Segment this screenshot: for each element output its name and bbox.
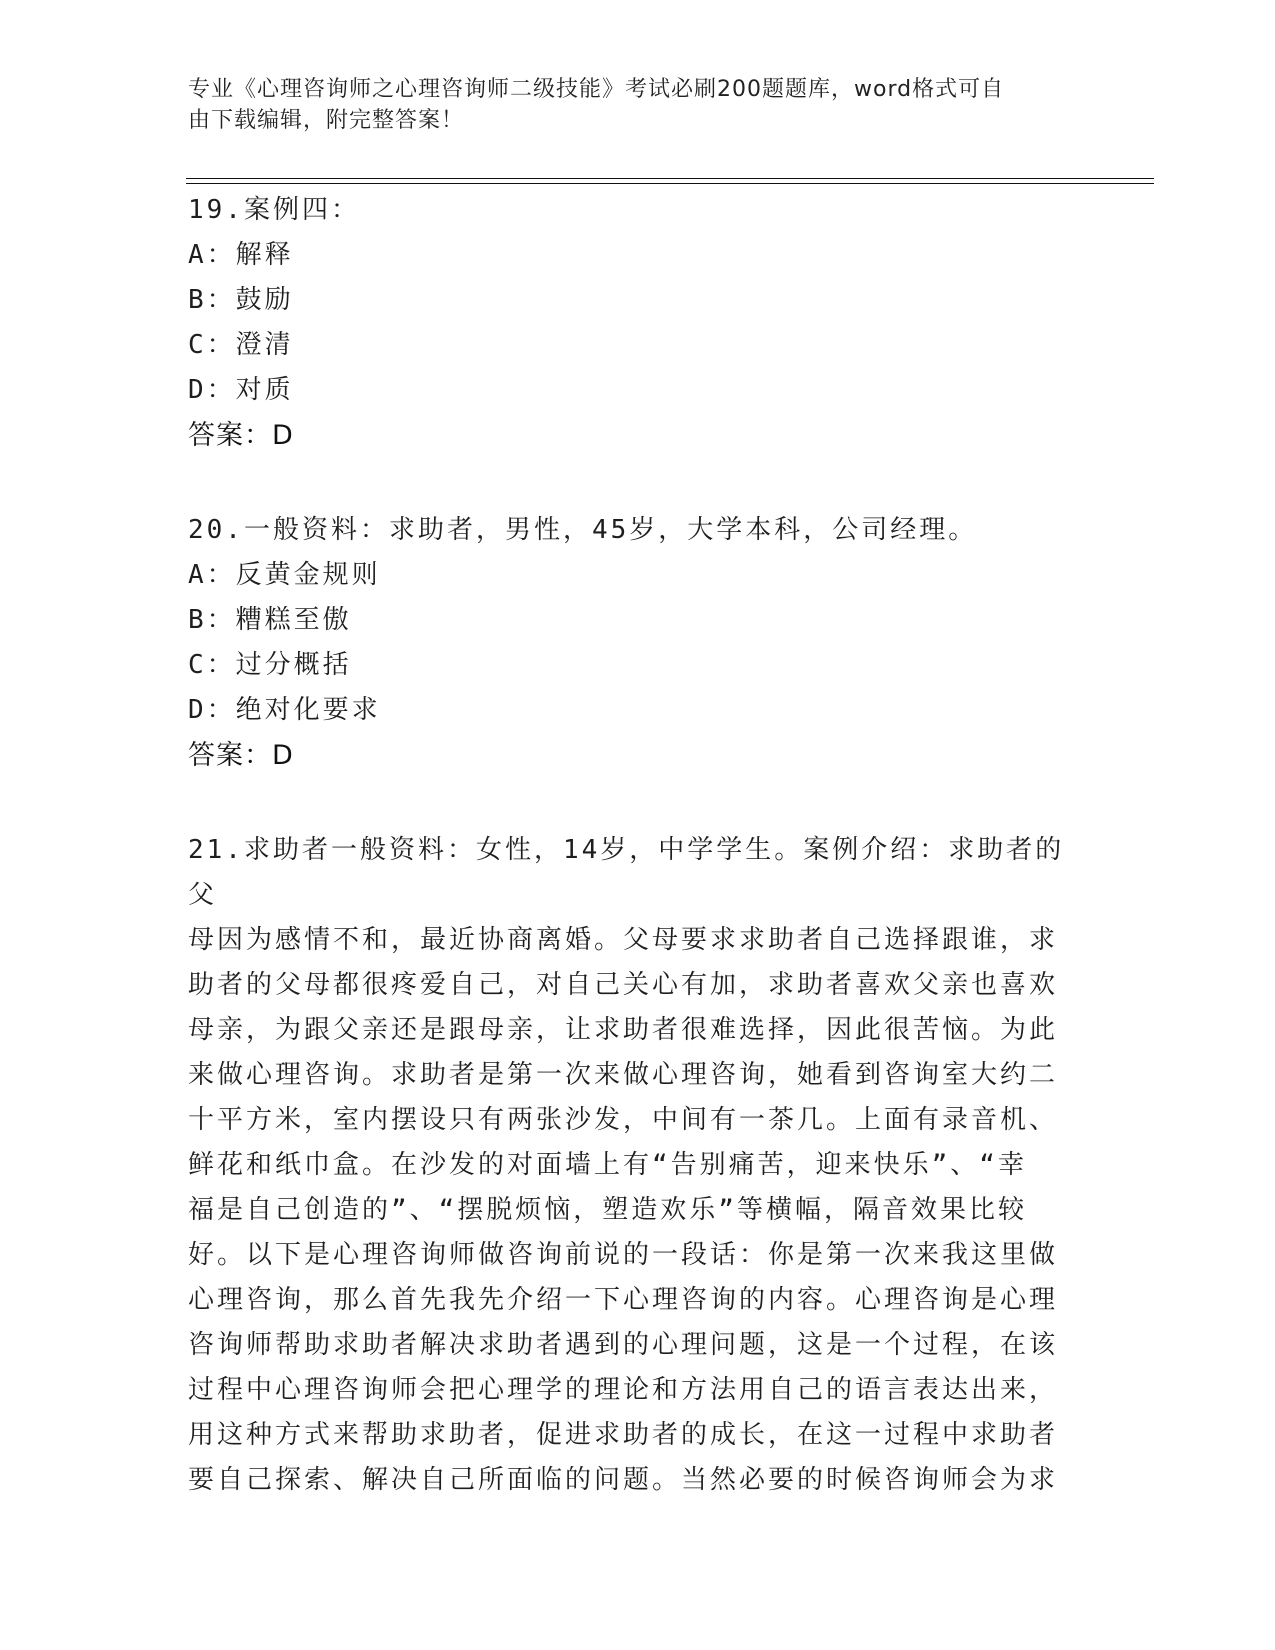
stem-line: 助者的父母都很疼爱自己，对自己关心有加，求助者喜欢父亲也喜欢 — [188, 970, 1059, 1000]
answer-line: 答案：D — [188, 420, 294, 451]
option-a: A：反黄金规则 — [188, 560, 381, 590]
document-header — [188, 74, 1068, 136]
option-d: D：绝对化要求 — [188, 695, 381, 725]
stem-line: 好。以下是心理咨询师做咨询前说的一段话：你是第一次来我这里做 — [188, 1240, 1059, 1270]
stem-line: 鲜花和纸巾盒。在沙发的对面墙上有“告别痛苦，迎来快乐”、“幸 — [188, 1150, 1027, 1180]
header-divider-top — [186, 178, 1154, 179]
option-a: A：解释 — [188, 240, 294, 270]
option-d: D：对质 — [188, 375, 294, 405]
question-20 — [188, 508, 1088, 778]
stem-line: 心理咨询，那么首先我先介绍一下心理咨询的内容。心理咨询是心理 — [188, 1285, 1059, 1315]
question-19 — [188, 188, 1088, 458]
stem-line: 母亲，为跟父亲还是跟母亲，让求助者很难选择，因此很苦恼。为此 — [188, 1015, 1059, 1045]
header-divider-bottom — [186, 183, 1154, 184]
question-21 — [188, 828, 1088, 1503]
header-line-1: 专业《心理咨询师之心理咨询师二级技能》考试必刷200题题库，word格式可自 — [188, 77, 1005, 102]
question-stem: 20.一般资料：求助者，男性，45岁，大学本科，公司经理。 — [188, 515, 978, 545]
option-c: C：澄清 — [188, 330, 294, 360]
option-c: C：过分概括 — [188, 650, 352, 680]
question-stem — [188, 828, 1088, 1503]
header-line-2: 由下载编辑，附完整答案！ — [188, 108, 465, 133]
question-stem: 19.案例四： — [188, 195, 360, 225]
stem-line: 十平方米，室内摆设只有两张沙发，中间有一茶几。上面有录音机、 — [188, 1105, 1059, 1135]
stem-line: 要自己探索、解决自己所面临的问题。当然必要的时候咨询师会为求 — [188, 1465, 1059, 1495]
option-b: B：鼓励 — [188, 285, 294, 315]
stem-line: 福是自己创造的”、“摆脱烦恼，塑造欢乐”等横幅，隔音效果比较 — [188, 1195, 1027, 1225]
answer-line: 答案：D — [188, 740, 294, 771]
stem-line: 母因为感情不和，最近协商离婚。父母要求求助者自己选择跟谁，求 — [188, 925, 1059, 955]
option-b: B：糟糕至傲 — [188, 605, 352, 635]
stem-line: 过程中心理咨询师会把心理学的理论和方法用自己的语言表达出来， — [188, 1375, 1059, 1405]
stem-line: 21.求助者一般资料：女性，14岁，中学学生。案例介绍：求助者的父 — [188, 835, 1065, 910]
stem-line: 用这种方式来帮助求助者，促进求助者的成长，在这一过程中求助者 — [188, 1420, 1059, 1450]
stem-line: 来做心理咨询。求助者是第一次来做心理咨询，她看到咨询室大约二 — [188, 1060, 1059, 1090]
stem-line: 咨询师帮助求助者解决求助者遇到的心理问题，这是一个过程，在该 — [188, 1330, 1059, 1360]
